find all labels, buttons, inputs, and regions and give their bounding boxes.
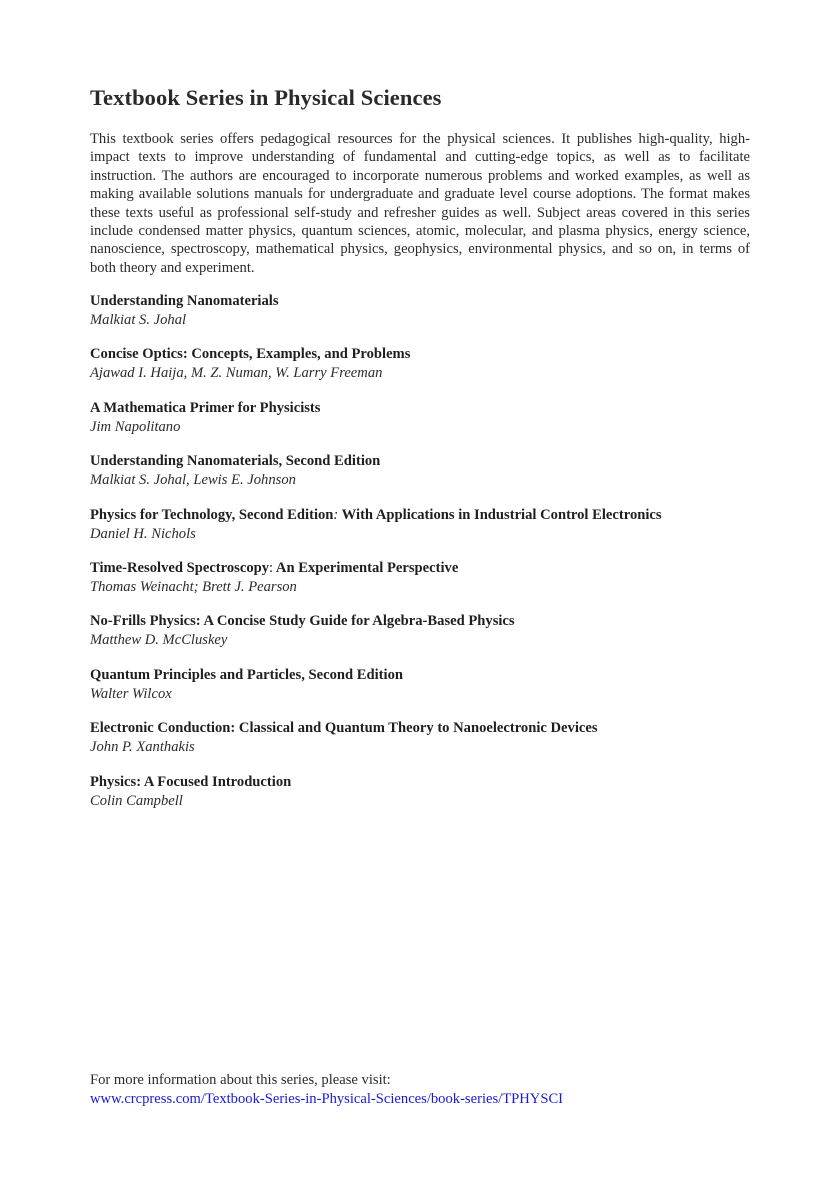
series-description: This textbook series offers pedagogical resources for the physical sciences. It publishes high-quality, high-impact texts to improve understanding of fundamental and cutting-edge topics, as well as to facilitate instruction. The authors are encouraged to incorporate numerous problems and worked examples, as well as making available solutions manuals for undergraduate and graduate level course adoptions. The format makes these texts useful as professional self-study and refresher guides as well. Subject areas covered in this series include condensed matter physics, quantum sciences, atomic, molecular, and plasma physics, energy science, nanoscience, spectroscopy, mathematical physics, geophysics, environmental physics, and so on, in terms of both theory and experiment. bbox=[90, 131, 750, 276]
more-info-label: For more information about this series, please visit: bbox=[90, 1072, 391, 1088]
book-entry bbox=[90, 399, 750, 452]
book-authors: Colin Campbell bbox=[90, 792, 183, 809]
book-title-subtitle: With Applications in Industrial Control Electronics bbox=[338, 506, 662, 523]
book-title: Electronic Conduction: Classical and Quantum Theory to Nanoelectronic Devices bbox=[90, 720, 598, 737]
book-title: Understanding Nanomaterials, Second Edition bbox=[90, 453, 381, 470]
book-authors: Malkiat S. Johal bbox=[90, 312, 187, 328]
book-title: A Mathematica Primer for Physicists bbox=[90, 399, 321, 416]
book-authors: John P. Xanthakis bbox=[90, 739, 195, 756]
book-authors: Malkiat S. Johal, Lewis E. Johnson bbox=[90, 472, 296, 489]
book-title bbox=[90, 559, 750, 578]
book-authors: Ajawad I. Haija, M. Z. Numan, W. Larry Freeman bbox=[90, 365, 383, 382]
book-entry bbox=[90, 666, 750, 719]
book-list bbox=[90, 292, 750, 826]
book-title: Physics: A Focused Introduction bbox=[90, 773, 292, 790]
series-title: Textbook Series in Physical Sciences bbox=[90, 85, 442, 110]
book-title-main: Physics for Technology, Second Edition bbox=[90, 506, 334, 523]
book-title-main: Time-Resolved Spectroscopy bbox=[90, 559, 270, 576]
book-title-subtitle: An Experimental Perspective bbox=[273, 559, 459, 576]
book-entry bbox=[90, 773, 750, 826]
book-entry bbox=[90, 719, 750, 772]
book-authors: Daniel H. Nichols bbox=[90, 525, 196, 542]
book-entry bbox=[90, 506, 750, 559]
book-entry bbox=[90, 612, 750, 665]
book-authors: Jim Napolitano bbox=[90, 418, 181, 435]
book-entry bbox=[90, 452, 750, 505]
series-website-link[interactable]: www.crcpress.com/Textbook-Series-in-Physical-Sciences/book-series/TPHYSCI bbox=[90, 1091, 564, 1107]
book-title: Understanding Nanomaterials bbox=[90, 293, 279, 309]
book-authors: Matthew D. McCluskey bbox=[90, 632, 228, 649]
book-title: Concise Optics: Concepts, Examples, and Problems bbox=[90, 346, 411, 363]
book-title bbox=[90, 506, 750, 525]
book-authors: Walter Wilcox bbox=[90, 685, 172, 702]
more-info-section bbox=[90, 1071, 750, 1109]
book-authors: Thomas Weinacht; Brett J. Pearson bbox=[90, 578, 297, 595]
book-entry bbox=[90, 292, 750, 345]
book-title-separator: : bbox=[333, 506, 339, 523]
book-entry bbox=[90, 559, 750, 612]
book-entry bbox=[90, 345, 750, 398]
series-page bbox=[90, 0, 750, 1200]
book-title: No-Frills Physics: A Concise Study Guide for Algebra-Based Physics bbox=[90, 613, 515, 630]
book-title-separator: : bbox=[269, 559, 274, 576]
book-title: Quantum Principles and Particles, Second Edition bbox=[90, 666, 403, 683]
